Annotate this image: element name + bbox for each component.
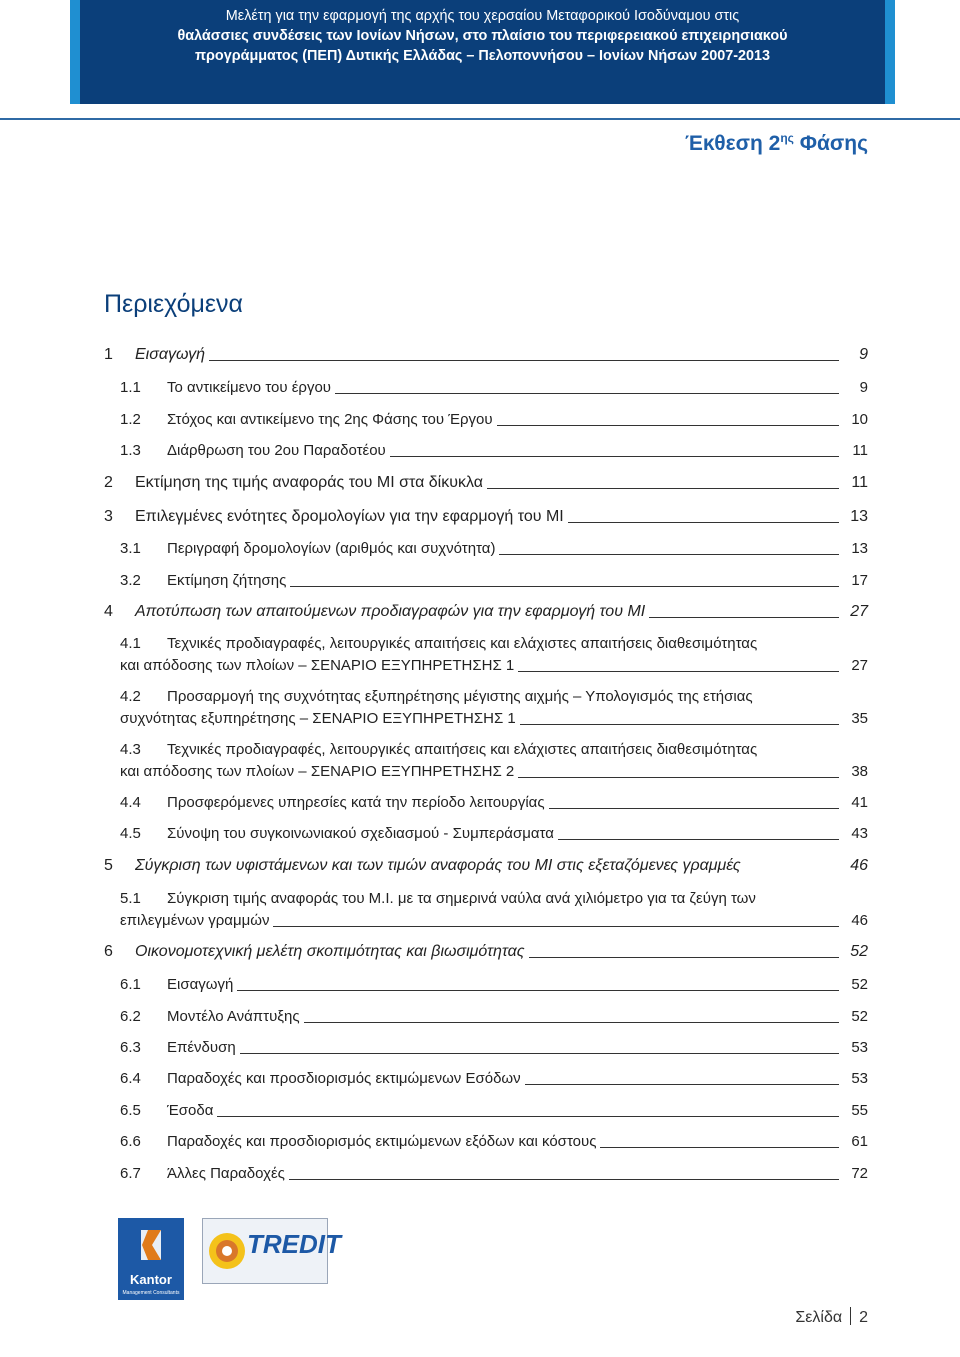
toc-entry-title: Περιγραφή δρομολογίων (αριθμός και συχνότητα) [167,540,496,557]
kantor-subtitle: Management Consultants [122,1290,180,1296]
toc-entry-page: 35 [851,710,868,727]
toc-leader-line [518,671,839,672]
toc-entry-title: Προσφερόμενες υπηρεσίες κατά την περίοδο λειτουργίας [167,794,545,811]
toc-leader-line [520,724,839,725]
toc-leader-line [558,839,839,840]
toc-leader-line [497,425,839,426]
toc-entry-title-continued: συχνότητας εξυπηρέτησης – ΣΕΝΑΡΙΟ ΕΞΥΠΗΡΕΤΗΣΗΣ 1 [120,710,516,727]
report-title: Έκθεση $2^{\eta\varsigma}$ Φάσης [684,131,868,155]
header-line-1: Μελέτη για την εφαρμογή της αρχής του χερσαίου Μεταφορικού Ισοδύναμου στις [225,8,740,24]
toc-leader-line [390,456,839,457]
toc-entry-title: Στόχος και αντικείμενο της 2ης Φάσης του Έργου [167,411,493,428]
toc-entry-number: 6.4 [120,1070,141,1087]
header-text [110,6,855,66]
toc-entry-page: 46 [850,857,868,874]
toc-leader-line [237,990,839,991]
tredit-logo [202,1218,341,1284]
toc-entry-number: 6.3 [120,1039,141,1056]
toc-entry-page: 41 [851,794,868,811]
header-line-2: θαλάσσιες συνδέσεις των Ιονίων Νήσων, στο πλαίσιο του περιφερειακού επιχειρησιακού [177,28,788,44]
toc-entry-page: 55 [851,1102,868,1119]
toc-leader-line [304,1022,839,1023]
toc-entry-number: 2 [104,474,113,491]
toc-entry-title: Το αντικείμενο του έργου [167,379,332,396]
toc-entry-page: 27 [850,603,868,620]
toc-entry-title: Προσαρμογή της συχνότητας εξυπηρέτησης μέγιστης αιχμής – Υπολογισμός της ετήσιας [167,688,753,705]
toc-entry-page: 13 [850,508,868,525]
toc-entry-page: 72 [851,1165,868,1182]
toc-entry-page: 11 [851,474,868,491]
toc-entry-number: 6 [104,943,113,960]
toc-entry-number: 4.5 [120,825,141,842]
toc-entry-title: Επένδυση [167,1039,236,1056]
toc-entry-title: Τεχνικές προδιαγραφές, λειτουργικές απαιτήσεις και ελάχιστες απαιτήσεις διαθεσιμότητας [167,741,758,758]
toc-entry-title: Εισαγωγή [167,976,234,993]
toc-entry-title-continued: επιλεγμένων γραμμών [120,912,270,929]
toc-entry-number: 6.5 [120,1102,141,1119]
toc-entry-number: 3.2 [120,572,141,589]
toc-leader-line [649,617,839,618]
toc-entry-number: 1.2 [120,411,141,428]
toc-entry-title: Διάρθρωση του 2ου Παραδοτέου [167,442,386,459]
toc-entry-number: 6.6 [120,1133,141,1150]
toc-leader-line [240,1053,839,1054]
toc-entry-number: 4.1 [120,635,141,652]
header-left-bar [70,0,80,104]
toc-leader-line [600,1147,839,1148]
kantor-name: Kantor [130,1272,172,1287]
toc-entry-title: Άλλες Παραδοχές [167,1165,285,1182]
toc-entry-page: 52 [850,943,868,960]
toc-entry-page: 11 [852,442,868,459]
toc-entry-page: 10 [851,411,868,428]
toc-leader-line [568,522,839,523]
toc-leader-line [518,777,839,778]
toc-entry-title: Σύνοψη του συγκοινωνιακού σχεδιασμού - Συμπεράσματα [167,825,554,842]
toc-leader-line [289,1179,839,1180]
toc-entry-page: 27 [851,657,868,674]
toc-leader-line [217,1116,839,1117]
kantor-logo [118,1218,184,1300]
toc-entry-title: Μοντέλο Ανάπτυξης [167,1008,300,1025]
document-header [70,0,895,104]
toc-title: Περιεχόμενα [104,290,243,318]
toc-entry-title: Έσοδα [167,1102,214,1119]
toc-leader-line [290,586,839,587]
toc-entry-page: 52 [851,976,868,993]
toc-leader-line [487,488,839,489]
toc-entry-number: 3 [104,508,113,525]
toc-entry-page: 61 [851,1133,868,1150]
header-line-3: προγράμματος (ΠΕΠ) Δυτικής Ελλάδας – Πελοποννήσου – Ιονίων Νήσων 2007-2013 [194,48,771,64]
toc-entry-page: 53 [851,1070,868,1087]
toc-entry-page: 9 [859,379,868,396]
toc-entry-number: 1.3 [120,442,141,459]
tredit-emblem-icon [203,1219,253,1283]
page-number: Σελίδα 2 [795,1309,868,1326]
toc-entry-title: Σύγκριση τιμής αναφοράς του Μ.Ι. με τα σημερινά ναύλα ανά χιλιόμετρο για τα ζεύγη των [167,890,756,907]
toc-entry-title: Επιλεγμένες ενότητες δρομολογίων για την εφαρμογή του ΜΙ [135,508,564,525]
toc-entry-title: Αποτύπωση των απαιτούμενων προδιαγραφών για την εφαρμογή του ΜΙ [135,603,646,620]
toc-entry-title-continued: και απόδοσης των πλοίων – ΣΕΝΑΡΙΟ ΕΞΥΠΗΡΕΤΗΣΗΣ 1 [120,657,515,674]
toc-entry-number: 1 [104,346,113,363]
toc-entry-title: Παραδοχές και προσδιορισμός εκτιμώμενων Εσόδων [167,1070,521,1087]
toc-entry-title: Παραδοχές και προσδιορισμός εκτιμώμενων εξόδων και κόστους [167,1133,597,1150]
toc-entry-number: 4.3 [120,741,141,758]
toc-leader-line [209,360,839,361]
toc-entry-title: Τεχνικές προδιαγραφές, λειτουργικές απαιτήσεις και ελάχιστες απαιτήσεις διαθεσιμότητας [167,635,758,652]
toc-leader-line [529,957,839,958]
toc-leader-line [525,1084,839,1085]
tredit-name: TREDIT [247,1229,341,1259]
toc-entry-number: 4.2 [120,688,141,705]
toc-entry-number: 6.7 [120,1165,141,1182]
kantor-k-icon [118,1218,184,1268]
toc-entry-page: 13 [851,540,868,557]
toc-leader-line [499,554,839,555]
toc-leader-line [549,808,839,809]
toc-entry-page: 43 [851,825,868,842]
toc-entry-page: 53 [851,1039,868,1056]
toc-entry-number: 5.1 [120,890,141,907]
toc-entry-number: 4.4 [120,794,141,811]
toc-entry-title: Οικονομοτεχνική μελέτη σκοπιμότητας και βιωσιμότητας [135,943,525,960]
toc-entry-number: 5 [104,857,113,874]
toc-entry-title-continued: και απόδοσης των πλοίων – ΣΕΝΑΡΙΟ ΕΞΥΠΗΡΕΤΗΣΗΣ 2 [120,763,515,780]
toc-leader-line [335,393,839,394]
toc-entry-title: Εκτίμηση ζήτησης [167,572,287,589]
toc-entry-title: Εισαγωγή [135,346,206,363]
toc-entry-number: 6.2 [120,1008,141,1025]
toc-entry-number: 3.1 [120,540,141,557]
toc-entry-page: 52 [851,1008,868,1025]
header-divider [0,118,960,120]
toc-entry-title: Εκτίμηση της τιμής αναφοράς του ΜΙ στα δίκυκλα [135,474,483,491]
toc-entry-page: 9 [859,346,868,363]
toc-entry-page: 46 [851,912,868,929]
toc-entry-page: 38 [851,763,868,780]
toc-leader-line [273,926,839,927]
toc-entry-title: Σύγκριση των υφιστάμενων και των τιμών αναφοράς του ΜΙ στις εξεταζόμενες γραμμές [135,857,741,874]
header-right-bar [885,0,895,104]
toc-entry-number: 6.1 [120,976,141,993]
toc-entry-number: 1.1 [120,379,141,396]
toc-entry-page: 17 [851,572,868,589]
toc-entry-number: 4 [104,603,113,620]
